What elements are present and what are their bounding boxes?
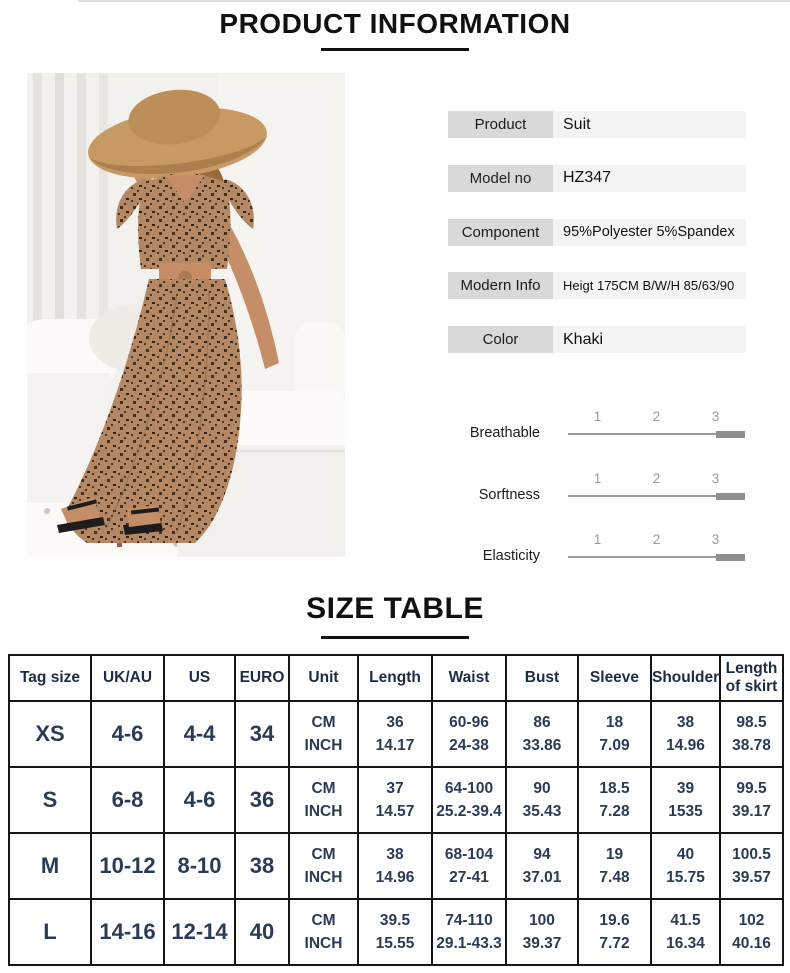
product-photo — [27, 73, 345, 557]
scale-line — [568, 493, 745, 500]
scale-numbers — [568, 532, 745, 548]
value-inch: 14.96 — [375, 869, 415, 886]
cell-euro: 34 — [235, 701, 289, 767]
spec-value: Heigt 175CM B/W/H 85/63/90 — [553, 272, 746, 299]
cell-tag-size: L — [9, 899, 91, 965]
page-title-underline — [321, 48, 469, 51]
spec-value: Khaki — [553, 326, 746, 353]
cell-bust — [506, 701, 578, 767]
header-cell: UK/AU — [91, 655, 164, 701]
cell-length-of-skirt — [720, 899, 783, 965]
unit-label: INCH — [304, 737, 343, 754]
product-specs — [448, 111, 746, 380]
value-cm: 38 — [676, 713, 695, 731]
scale-number: 1 — [593, 532, 602, 547]
value-inch: 39.17 — [732, 803, 771, 820]
scale-number: 2 — [652, 470, 661, 486]
header-cell: Unit — [289, 655, 358, 701]
value-cm: 99.5 — [736, 779, 767, 797]
value-cm: 68-104 — [444, 845, 494, 863]
scale-numbers — [568, 409, 745, 425]
unit-label: INCH — [304, 935, 343, 952]
value-inch: 38.78 — [732, 737, 771, 754]
cell-length-of-skirt — [720, 701, 783, 767]
unit-label: INCH — [304, 869, 343, 886]
value-cm: 94 — [533, 845, 551, 863]
cell-waist — [432, 767, 506, 833]
spec-value: HZ347 — [553, 165, 746, 192]
fabric-ratings — [448, 409, 746, 594]
cell-us: 12-14 — [164, 899, 235, 965]
cell-unit — [289, 899, 358, 965]
spec-label: Model no — [448, 165, 553, 192]
size-table-underline — [321, 636, 469, 639]
cell-shoulder — [651, 701, 720, 767]
cell-uk-au: 4-6 — [91, 701, 164, 767]
scale-value-indicator — [716, 493, 745, 500]
spec-label: Modern Info — [448, 272, 553, 299]
rating-label: Elasticity — [482, 548, 540, 564]
cell-euro: 38 — [235, 833, 289, 899]
page-title: PRODUCT INFORMATION — [219, 8, 571, 39]
value-cm: 18 — [605, 713, 624, 731]
cell-bust — [506, 767, 578, 833]
rating-row — [448, 532, 746, 594]
cell-us: 4-6 — [164, 767, 235, 833]
value-inch: 14.57 — [375, 803, 415, 820]
value-inch: 37.01 — [522, 869, 562, 886]
unit-label: CM — [311, 845, 336, 863]
spec-label: Color — [448, 326, 553, 353]
header-cell: Length of skirt — [720, 655, 783, 701]
scale-line — [568, 554, 745, 561]
header-cell: Length — [358, 655, 432, 701]
value-inch: 14.96 — [666, 737, 705, 754]
header-cell: Shoulder — [651, 655, 720, 701]
value-cm: 100 — [529, 911, 555, 929]
scale-value-indicator — [716, 431, 745, 438]
size-row — [9, 899, 783, 965]
value-inch: 1535 — [668, 803, 703, 820]
spec-label: Component — [448, 219, 553, 246]
size-table-body — [9, 701, 783, 965]
value-inch: 16.34 — [666, 935, 705, 952]
size-row — [9, 701, 783, 767]
scale-number: 1 — [593, 409, 602, 424]
spec-value: Suit — [553, 111, 746, 138]
cell-length-of-skirt — [720, 767, 783, 833]
value-inch: 7.48 — [599, 869, 630, 886]
value-inch: 15.75 — [666, 869, 705, 886]
cell-waist — [432, 899, 506, 965]
spec-row — [448, 272, 746, 299]
header-cell: EURO — [235, 655, 289, 701]
header-cell: US — [164, 655, 235, 701]
value-inch: 25.2-39.4 — [436, 803, 502, 820]
cell-sleeve — [578, 701, 651, 767]
value-cm: 100.5 — [732, 845, 771, 863]
cell-waist — [432, 701, 506, 767]
cell-uk-au: 10-12 — [91, 833, 164, 899]
cell-us: 8-10 — [164, 833, 235, 899]
cell-sleeve — [578, 899, 651, 965]
spec-row — [448, 111, 746, 138]
spec-row — [448, 326, 746, 353]
size-table-header-row — [9, 655, 783, 701]
value-cm: 98.5 — [736, 713, 767, 731]
scale-number: 3 — [711, 409, 720, 424]
cell-length — [358, 899, 432, 965]
value-inch: 7.28 — [599, 803, 630, 820]
header-cell: Bust — [506, 655, 578, 701]
rating-row — [448, 471, 746, 533]
cell-unit — [289, 833, 358, 899]
header-cell: Tag size — [9, 655, 91, 701]
cell-euro: 40 — [235, 899, 289, 965]
spec-row — [448, 165, 746, 192]
scale-number: 3 — [711, 470, 720, 486]
spec-value: 95%Polyester 5%Spandex — [553, 219, 746, 246]
cell-us: 4-4 — [164, 701, 235, 767]
unit-label: CM — [311, 779, 336, 797]
value-cm: 60-96 — [449, 713, 489, 731]
value-inch: 33.86 — [522, 737, 562, 754]
cell-uk-au: 14-16 — [91, 899, 164, 965]
value-inch: 39.57 — [732, 869, 771, 886]
cell-tag-size: XS — [9, 701, 91, 767]
value-inch: 39.37 — [522, 935, 562, 952]
rating-scale — [568, 409, 745, 438]
cell-uk-au: 6-8 — [91, 767, 164, 833]
unit-label: INCH — [304, 803, 343, 820]
value-cm: 19 — [605, 845, 624, 863]
cell-length-of-skirt — [720, 833, 783, 899]
rating-row — [448, 409, 746, 471]
value-cm: 37 — [386, 779, 404, 797]
value-inch: 7.72 — [599, 935, 630, 952]
scale-numbers — [568, 471, 745, 487]
scale-number: 2 — [652, 409, 661, 424]
size-table — [8, 654, 784, 966]
cell-sleeve — [578, 767, 651, 833]
cell-unit — [289, 767, 358, 833]
value-inch: 7.09 — [599, 737, 630, 754]
value-cm: 40 — [676, 845, 695, 863]
cell-bust — [506, 899, 578, 965]
cell-length — [358, 701, 432, 767]
rating-scale — [568, 471, 745, 500]
value-cm: 86 — [533, 713, 551, 731]
value-cm: 36 — [386, 713, 404, 731]
top-divider — [78, 0, 790, 2]
value-inch: 27-41 — [449, 869, 489, 886]
rating-label: Breathable — [469, 425, 540, 441]
unit-label: CM — [311, 911, 336, 929]
cell-tag-size: S — [9, 767, 91, 833]
rating-label: Sorftness — [478, 486, 540, 503]
value-cm: 90 — [533, 779, 551, 797]
value-inch: 24-38 — [449, 737, 489, 754]
cell-tag-size: M — [9, 833, 91, 899]
cell-length — [358, 767, 432, 833]
rating-scale — [568, 532, 745, 561]
value-cm: 39.5 — [379, 911, 411, 929]
value-cm: 64-100 — [444, 779, 494, 797]
scale-line — [568, 431, 745, 438]
scale-number: 3 — [711, 532, 720, 547]
cell-shoulder — [651, 833, 720, 899]
size-row — [9, 833, 783, 899]
value-inch: 29.1-43.3 — [436, 935, 502, 952]
unit-label: CM — [311, 713, 336, 731]
cell-bust — [506, 833, 578, 899]
value-inch: 35.43 — [522, 803, 562, 820]
spec-row — [448, 219, 746, 246]
scale-value-indicator — [716, 554, 745, 561]
value-cm: 102 — [738, 911, 765, 929]
value-inch: 14.17 — [375, 737, 415, 754]
value-cm: 18.5 — [599, 779, 630, 797]
header-cell: Waist — [432, 655, 506, 701]
cell-shoulder — [651, 899, 720, 965]
cell-shoulder — [651, 767, 720, 833]
cell-unit — [289, 701, 358, 767]
scale-number: 1 — [593, 470, 602, 486]
scale-number: 2 — [652, 532, 661, 547]
size-row — [9, 767, 783, 833]
cell-sleeve — [578, 833, 651, 899]
value-cm: 74-110 — [445, 911, 493, 929]
spec-label: Product — [448, 111, 553, 138]
value-cm: 19.6 — [599, 911, 630, 929]
value-cm: 38 — [386, 845, 404, 863]
value-inch: 40.16 — [732, 935, 771, 952]
value-cm: 41.5 — [670, 911, 701, 929]
cell-waist — [432, 833, 506, 899]
value-inch: 15.55 — [375, 935, 415, 952]
cell-euro: 36 — [235, 767, 289, 833]
cell-length — [358, 833, 432, 899]
size-table-title: SIZE TABLE — [306, 592, 484, 625]
value-cm: 39 — [676, 779, 695, 797]
header-cell: Sleeve — [578, 655, 651, 701]
